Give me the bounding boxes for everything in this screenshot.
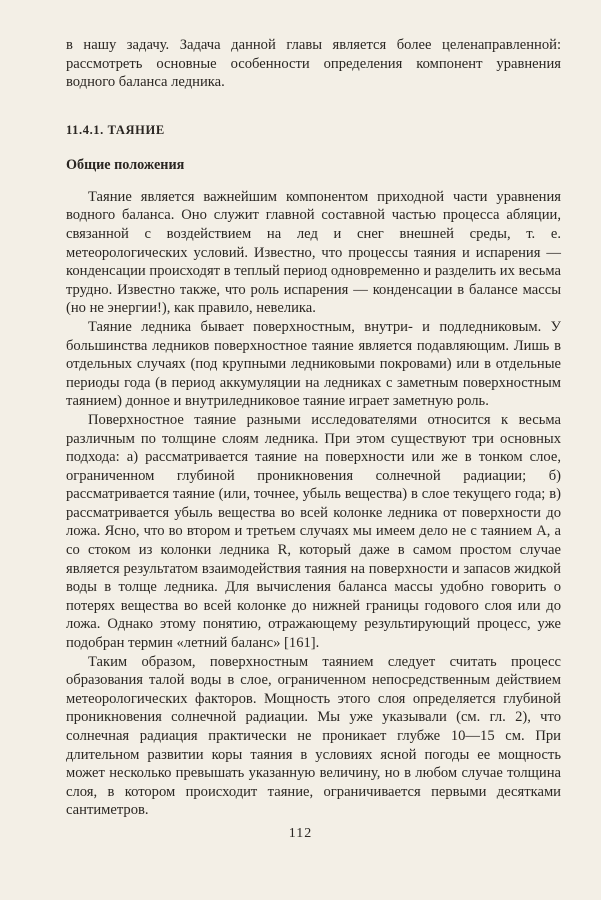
section-heading: 11.4.1. ТАЯНИЕ: [66, 122, 165, 137]
body-text: [66, 188, 561, 820]
intro-paragraph: в нашу задачу. Задача данной главы является более целенаправленной: рассмотреть основные особенности определения компонент уравнения водного баланса ледника.: [66, 37, 561, 91]
paragraph-melting-types: Таяние ледника бывает поверхностным, внутри- и подледниковым. У большинства ледников поверхностное таяние является подавляющим. Лишь в отдельных случаях (под крупными ледниковыми покровами) или в отдельные периоды года (в период аккумуляции на ледниках с заметным поверхностным таянием) донное и внутриледниковое таяние играет заметную роль.: [66, 318, 561, 410]
subsection-heading: Общие положения: [66, 156, 185, 173]
paragraph-melting-importance: Таяние является важнейшим компонентом приходной части уравнения водного баланса. Оно служит главной составной частью процесса абляции, связанной с воздействием на лед и снег внешней среды, т. е. метеорологических условий. Известно, что процессы таяния и испарения — конденсации происходят в теплый период одновременно и разделить их весьма трудно. Известно также, что роль испарения — конденсации в балансе массы (но не энергии!), как правило, невелика.: [66, 188, 561, 317]
page-number: 112: [288, 826, 313, 841]
paragraph-surface-melting-definition: Таким образом, поверхностным таянием следует считать процесс образования талой воды в слое, ограниченном непосредственным действием метеорологических факторов. Мощность этого слоя определяется глубиной проникновения солнечной радиации. Мы уже указывали (см. гл. 2), что солнечная радиация практически не проникает глубже 10—15 см. При длительном развитии коры таяния в условиях ясной погоды ее мощность может несколько превышать указанную величину, но в любом случае толщина слоя, в котором происходит таяние, ограничивается первыми десятками сантиметров.: [66, 653, 561, 819]
paragraph-surface-melting-approaches: Поверхностное таяние разными исследователями относится к весьма различным по толщине слоям ледника. При этом существуют три основных подхода: а) рассматривается таяние на поверхности или же в тонком слое, ограниченном глубиной проникновения солнечной радиации; б) рассматривается таяние (или, точнее, убыль вещества) в слое текущего года; в) рассматривается убыль вещества во всей колонке ледника от поверхности до ложа. Ясно, что во втором и третьем случаях мы имеем дело не с таянием A, а со стоком из колонки ледника R, который даже в самом простом случае является результатом взаимодействия таяния на поверхности и запасов жидкой воды в толще ледника. Для вычисления баланса массы удобно говорить о потерях вещества во всей колонке до нижней границы годового слоя или до ложа. Однако этому понятию, отражающему результирующий процесс, уже подобран термин «летний баланс» [161].: [66, 411, 561, 652]
